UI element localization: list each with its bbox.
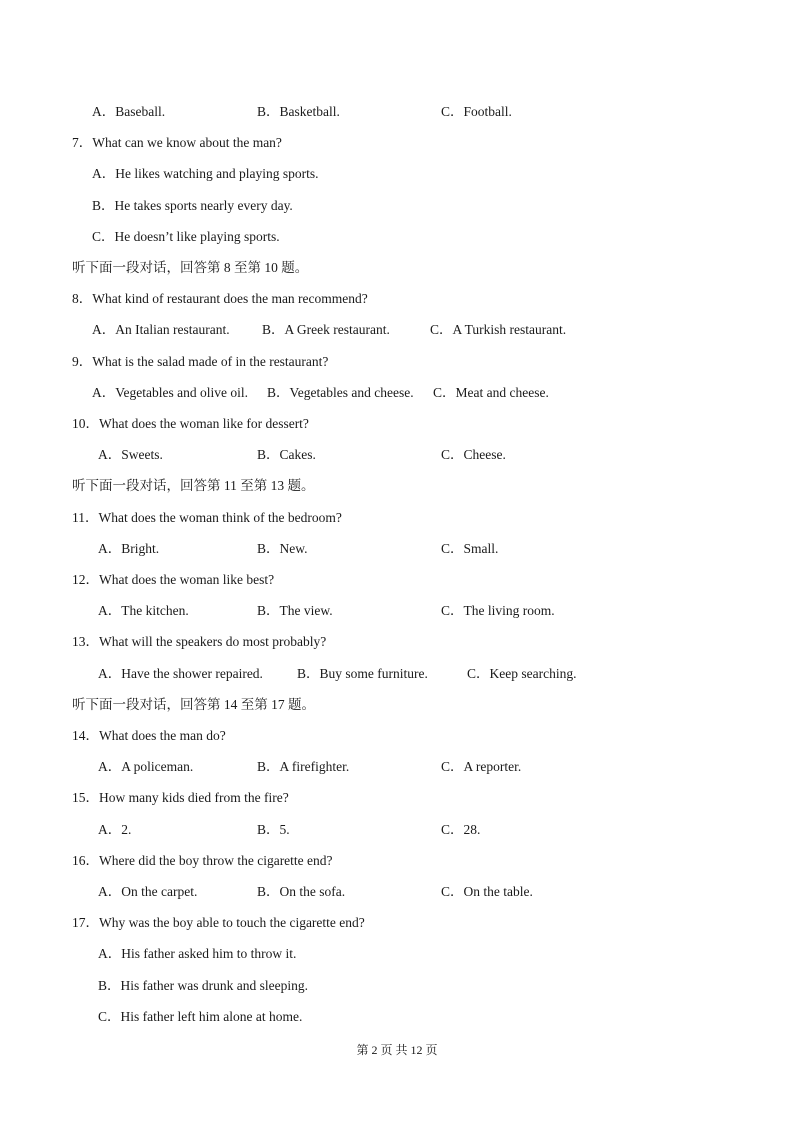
q11-option-c: C．Small. [441,541,499,556]
q7-option-b: B．He takes sports nearly every day. [92,198,293,213]
q13-stem: 13．What will the speakers do most probably? [72,634,327,649]
section-14-17-text: 听下面一段对话，回答第 14 至第 17 题。 [72,697,315,712]
q7-stem: 7．What can we know about the man? [72,135,282,150]
q10-option-b: B．Cakes. [257,447,316,462]
q12-option-c: C．The living room. [441,603,555,618]
q15-option-c: C．28. [441,822,481,837]
q11-option-a: A．Bright. [98,541,160,556]
q12-option-b: B．The view. [257,603,333,618]
q16-option-b: B．On the sofa. [257,884,346,899]
q12-option-a: A．The kitchen. [98,603,189,618]
q14-option-a: A．A policeman. [98,759,194,774]
q8-option-b: B．A Greek restaurant. [262,322,390,337]
q6-option-c: C．Football. [441,104,512,119]
page-footer [0,1042,794,1058]
q16-option-c: C．On the table. [441,884,533,899]
q6-option-a: A．Baseball. [92,104,166,119]
q14-stem: 14．What does the man do? [72,728,226,743]
q7-option-a: A．He likes watching and playing sports. [92,166,319,181]
page-number-label: 第 2 页 共 12 页 [356,1043,438,1057]
q9-option-c: C．Meat and cheese. [433,385,549,400]
q16-stem: 16．Where did the boy throw the cigarette end? [72,853,333,868]
q11-option-b: B．New. [257,541,308,556]
q14-option-b: B．A firefighter. [257,759,350,774]
q17-option-c: C．His father left him alone at home. [98,1009,303,1024]
q14-option-c: C．A reporter. [441,759,522,774]
q17-option-a: A．His father asked him to throw it. [98,946,297,961]
q8-option-c: C．A Turkish restaurant. [430,322,567,337]
q9-option-b: B．Vegetables and cheese. [267,385,414,400]
q13-option-c: C．Keep searching. [467,666,577,681]
q10-stem: 10．What does the woman like for dessert? [72,416,309,431]
q15-option-b: B．5. [257,822,290,837]
q16-option-a: A．On the carpet. [98,884,198,899]
q17-option-b: B．His father was drunk and sleeping. [98,978,308,993]
q8-stem: 8．What kind of restaurant does the man recommend? [72,291,368,306]
q9-option-a: A．Vegetables and olive oil. [92,385,248,400]
q8-option-a: A．An Italian restaurant. [92,322,230,337]
section-11-13-text: 听下面一段对话，回答第 11 至第 13 题。 [72,478,315,493]
q15-stem: 15．How many kids died from the fire? [72,790,289,805]
q11-stem: 11．What does the woman think of the bedroom? [72,510,342,525]
q7-option-c: C．He doesn’t like playing sports. [92,229,280,244]
q10-option-a: A．Sweets. [98,447,163,462]
q9-stem: 9．What is the salad made of in the restaurant? [72,354,329,369]
q10-option-c: C．Cheese. [441,447,506,462]
q6-option-b: B．Basketball. [257,104,340,119]
q13-option-a: A．Have the shower repaired. [98,666,263,681]
q12-stem: 12．What does the woman like best? [72,572,275,587]
q17-stem: 17．Why was the boy able to touch the cigarette end? [72,915,365,930]
q13-option-b: B．Buy some furniture. [297,666,428,681]
section-8-10-text: 听下面一段对话，回答第 8 至第 10 题。 [72,260,309,275]
q15-option-a: A．2. [98,822,132,837]
